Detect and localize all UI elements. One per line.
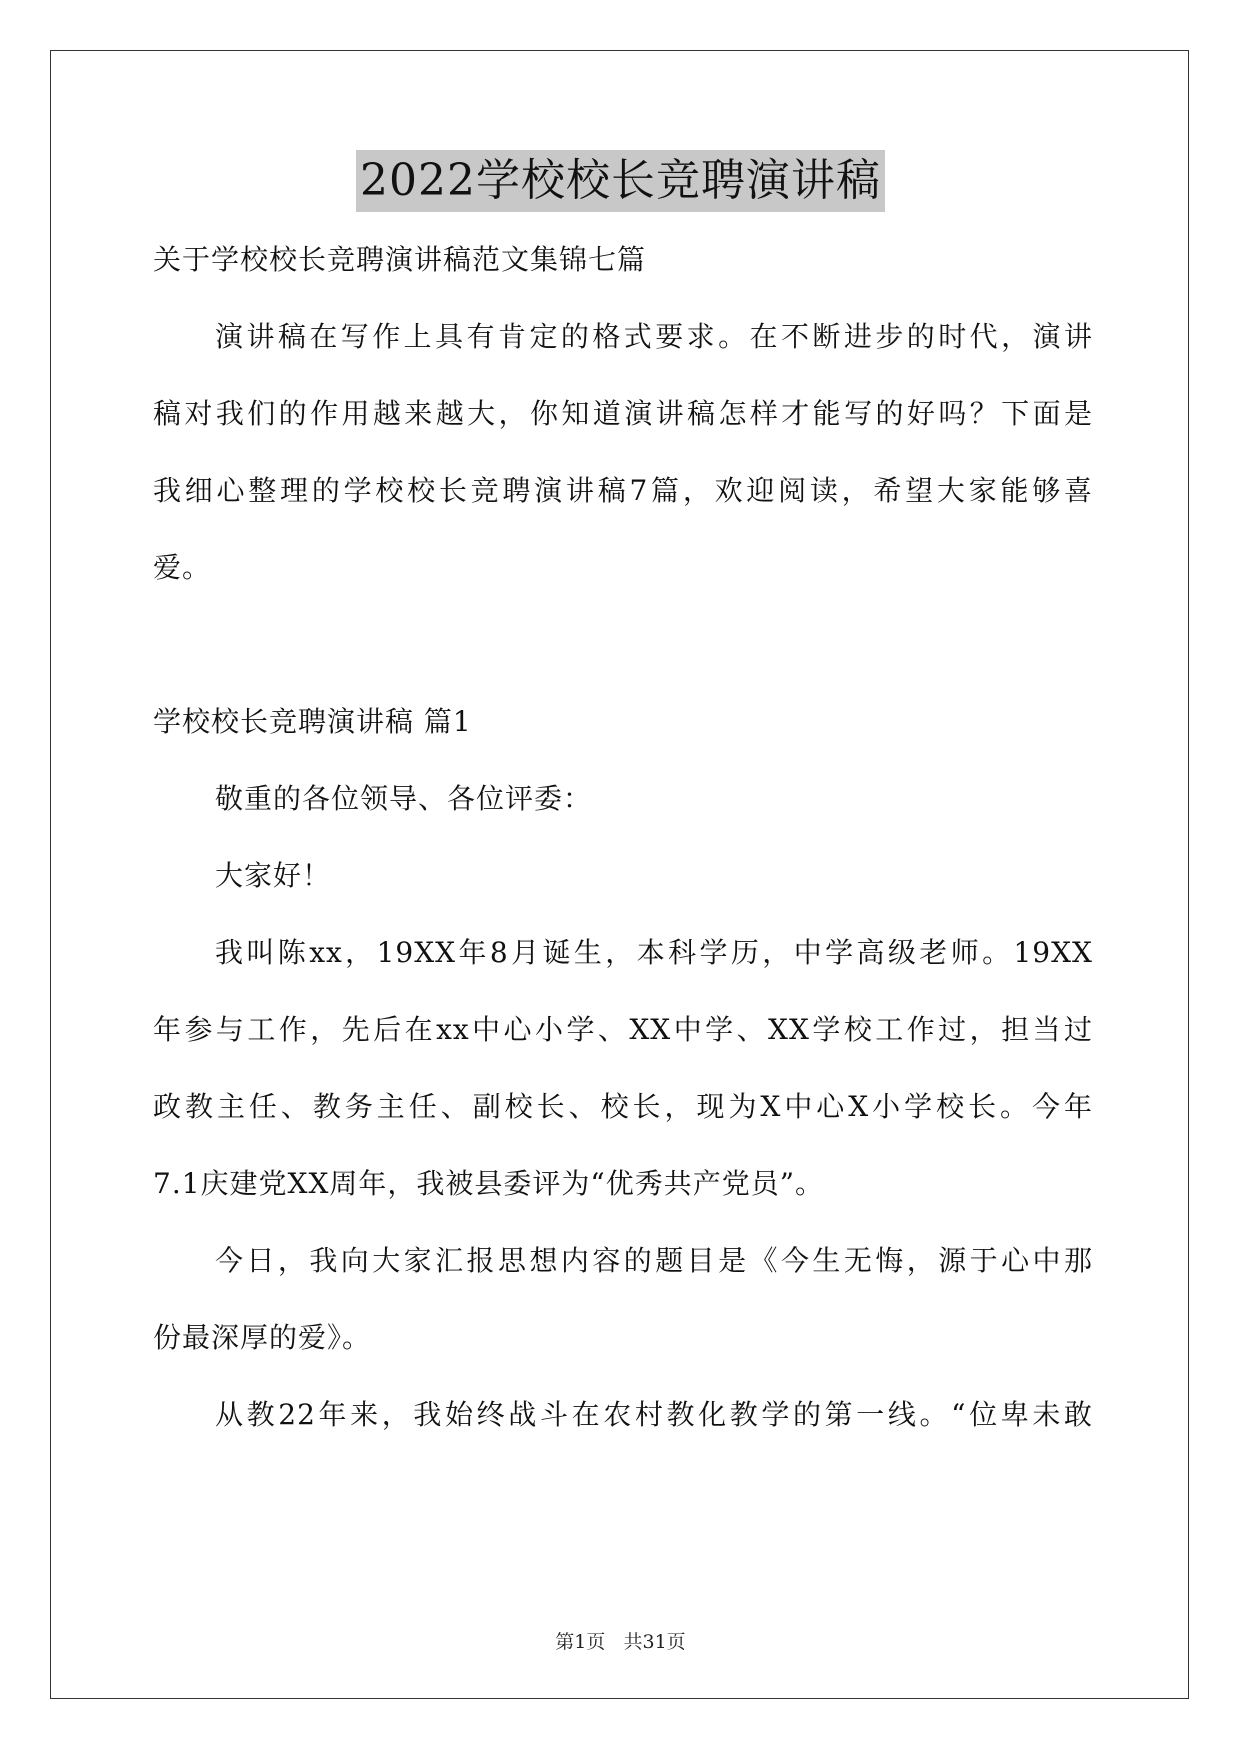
paragraph-line: 份最深厚的爱》。 <box>153 1321 372 1354</box>
paragraph-line: 今日，我向大家汇报思想内容的题目是《今生无悔，源于心中那 <box>215 1244 1093 1277</box>
title-container <box>0 150 1241 212</box>
paragraph-line: 稿对我们的作用越来越大，你知道演讲稿怎样才能写的好吗？下面是 <box>153 397 1093 430</box>
section-gap <box>153 623 1093 700</box>
greeting: 大家好！ <box>215 859 332 892</box>
section-heading: 学校校长竞聘演讲稿 篇1 <box>153 705 472 738</box>
document-title[interactable]: 2022学校校长竞聘演讲稿 <box>356 150 885 212</box>
paragraph-line: 演讲稿在写作上具有肯定的格式要求。在不断进步的时代，演讲 <box>215 320 1093 353</box>
paragraph-line: 政教主任、教务主任、副校长、校长，现为X中心X小学校长。今年 <box>153 1090 1093 1123</box>
document-body <box>153 238 1093 1470</box>
paragraph-line: 我细心整理的学校校长竞聘演讲稿7篇，欢迎阅读，希望大家能够喜 <box>153 474 1093 507</box>
salutation: 敬重的各位领导、各位评委： <box>215 782 593 815</box>
paragraph-line: 7.1庆建党XX周年，我被县委评为“优秀共产党员”。 <box>153 1167 825 1200</box>
page-footer: 第1页 共31页 <box>555 1631 686 1653</box>
paragraph-line: 我叫陈xx，19XX年8月诞生，本科学历，中学高级老师。19XX <box>215 936 1093 969</box>
paragraph-line: 年参与工作，先后在xx中心小学、XX中学、XX学校工作过，担当过 <box>153 1013 1093 1046</box>
paragraph-line: 从教22年来，我始终战斗在农村教化教学的第一线。“位卑未敢 <box>215 1398 1093 1431</box>
paragraph-line: 爱。 <box>153 551 212 584</box>
intro-heading: 关于学校校长竞聘演讲稿范文集锦七篇 <box>153 243 647 276</box>
